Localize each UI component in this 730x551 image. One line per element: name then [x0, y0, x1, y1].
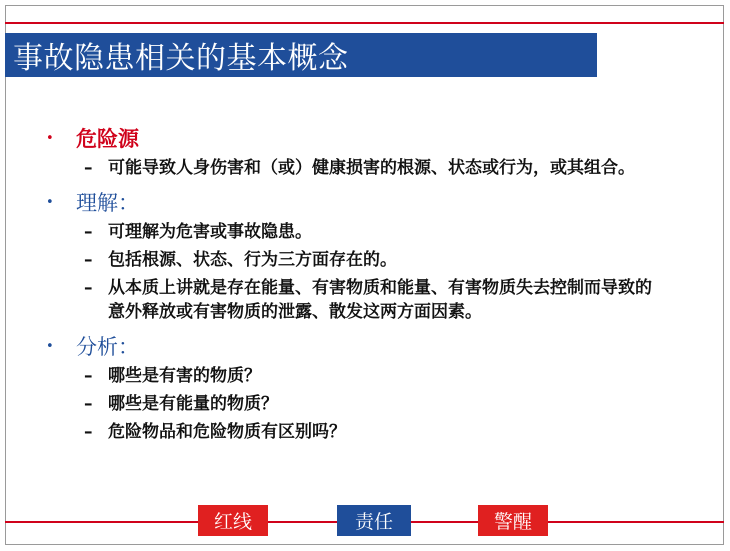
bullet-icon: • [46, 194, 54, 210]
bullet-icon: • [46, 338, 54, 354]
dash-icon: – [84, 366, 93, 386]
dash-icon: – [84, 158, 93, 178]
list-item-text: 哪些是有害的物质？ [108, 366, 261, 386]
tag-red-line: 红线 [198, 505, 268, 536]
list-item-text: 可理解为危害或事故隐患。 [108, 222, 312, 242]
list-item [84, 248, 686, 272]
section-label: 分析： [76, 335, 139, 359]
slide-title: 事故隐患相关的基本概念 [13, 41, 349, 76]
list-item [84, 220, 686, 244]
list-item [84, 156, 686, 180]
list-item-text: 哪些是有能量的物质？ [108, 394, 278, 414]
top-red-line [5, 22, 724, 24]
section-analysis [46, 330, 686, 444]
slide-content [46, 122, 686, 450]
dash-icon: – [84, 278, 93, 298]
section-hazard-source [46, 122, 686, 180]
list-item-text: 从本质上讲就是存在能量、有害物质和能量、有害物质失去控制而导致的意外释放或有害物质的泄露、散发这两方面因素。 [108, 278, 652, 322]
section-label: 危险源 [76, 127, 139, 151]
dash-icon: – [84, 222, 93, 242]
tag-alert: 警醒 [478, 505, 548, 536]
dash-icon: – [84, 394, 93, 414]
list-item [84, 392, 686, 416]
list-item [84, 276, 686, 324]
section-understanding [46, 186, 686, 324]
bullet-icon: • [46, 130, 54, 146]
title-bar [5, 33, 597, 77]
tag-responsibility: 责任 [337, 505, 411, 536]
section-label: 理解： [76, 191, 139, 215]
list-item-text: 包括根源、状态、行为三方面存在的。 [108, 250, 397, 270]
list-item-text: 危险物品和危险物质有区别吗？ [108, 422, 346, 442]
list-item-text: 可能导致人身伤害和（或）健康损害的根源、状态或行为，或其组合。 [108, 158, 635, 178]
dash-icon: – [84, 250, 93, 270]
list-item [84, 364, 686, 388]
dash-icon: – [84, 422, 93, 442]
list-item [84, 420, 686, 444]
